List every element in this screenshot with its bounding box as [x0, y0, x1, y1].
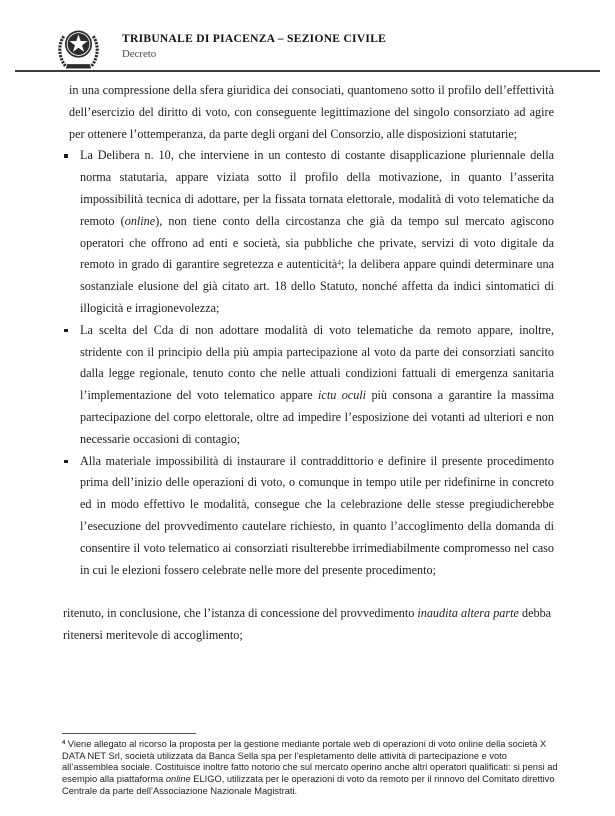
bullet-marker-icon	[64, 154, 68, 158]
continuation-paragraph: in una compressione della sfera giuridica dei consociati, quantomeno sotto il profilo dell’effettività dell’esercizio del diritto di voto, con conseguente legittimazione del singolo consorziato ad agire per ottenere l’ottemperanza, da parte degli organi del Consorzio, alle disposizioni statutarie;	[69, 83, 554, 141]
bullet-marker-icon	[64, 329, 68, 333]
court-title: TRIBUNALE DI PIACENZA – SEZIONE CIVILE	[122, 33, 387, 45]
footnote-text: $^4$ Viene allegato al ricorso la proposta per la gestione mediante portale web di operazioni di voto online della società X DATA NET Srl, società utilizzata da Banca Sella spa per l’espletamento delle attività di partecipazione e voto all’assemblea sociale. Costituisce inoltre fatto notorio che sul mercato operino anche altri operatori qualificati: si pensi ad esempio alla piattaforma online ELIGO, utilizzata per le operazioni di voto da remoto per il rinnovo del Comitato direttivo Centrale da parte dell’Associazione Nazionale Magistrati.	[62, 739, 558, 796]
bullet-text: Alla materiale impossibilità di instaurare il contraddittorio e definire il presente procedimento prima dell’inizio delle operazioni di voto, o comunque in tempo utile per ridefinirne in concreto ed in modo effettivo le modalità, consegue che la celebrazione delle stesse pregiudicherebbe l’esecuzione del provvedimento cautelare richiesto, in quanto l’accoglimento della domanda di consentire il voto telematico ai consorziati risulterebbe irrimediabilmente compromesso nel caso in cui le elezioni fossero celebrate nelle more del presente procedimento;	[80, 453, 554, 577]
header-divider	[15, 70, 600, 72]
italy-republic-emblem-icon	[56, 24, 101, 72]
document-body	[63, 80, 554, 647]
header-text-block	[122, 33, 386, 60]
footnote-area	[62, 733, 561, 798]
bullet-text: La scelta del Cda di non adottare modalità di voto telematiche da remoto appare, inoltre, stridente con il principio della più ampia partecipazione al voto da parte dei consorziati sancito dalla legge regionale, tenuto conto che nelle attuali condizioni fattuali di emergenza sanitaria l’implementazione del voto telematico appare ictu oculi più consona a garantire la massima partecipazione del corpo elettorale, oltre ad impedire l’esposizione dei votanti ad ulteriori e non necessarie occasioni di contagio;	[80, 322, 554, 446]
footnote-separator	[62, 733, 196, 734]
closing-paragraph: ritenuto, in conclusione, che l’istanza di concessione del provvedimento inaudita altera parte debba ritenersi meritevole di accoglimento;	[63, 606, 552, 643]
bullet-list	[63, 145, 554, 581]
bullet-item-delibera	[63, 145, 554, 319]
bullet-item-impossibilita	[63, 451, 554, 582]
bullet-marker-icon	[64, 460, 68, 464]
bullet-text: La Delibera n. 10, che interviene in un contesto di costante disapplicazione pluriennale della norma statutaria, appare viziata sotto il profilo della motivazione, in quanto l’asserita impossibilità tecnica di adottare, per la fissata tornata elettorale, modalità di voto telematiche da remoto (online), non tiene conto della circostanza che già da tempo sul mercato agiscono operatori che offrono ad enti e società, sia pubbliche che private, servizi di voto digitale da remoto in grado di garantire segretezza e autenticità$^4$; la delibera appare quindi determinare una sostanziale elusione del già citato art. 18 dello Statuto, nonché affetta da indici sintomatici di illogicità e irragionevolezza;	[80, 148, 554, 315]
bullet-item-scelta-cda	[63, 320, 554, 451]
document-type-label: Decreto	[122, 48, 157, 60]
